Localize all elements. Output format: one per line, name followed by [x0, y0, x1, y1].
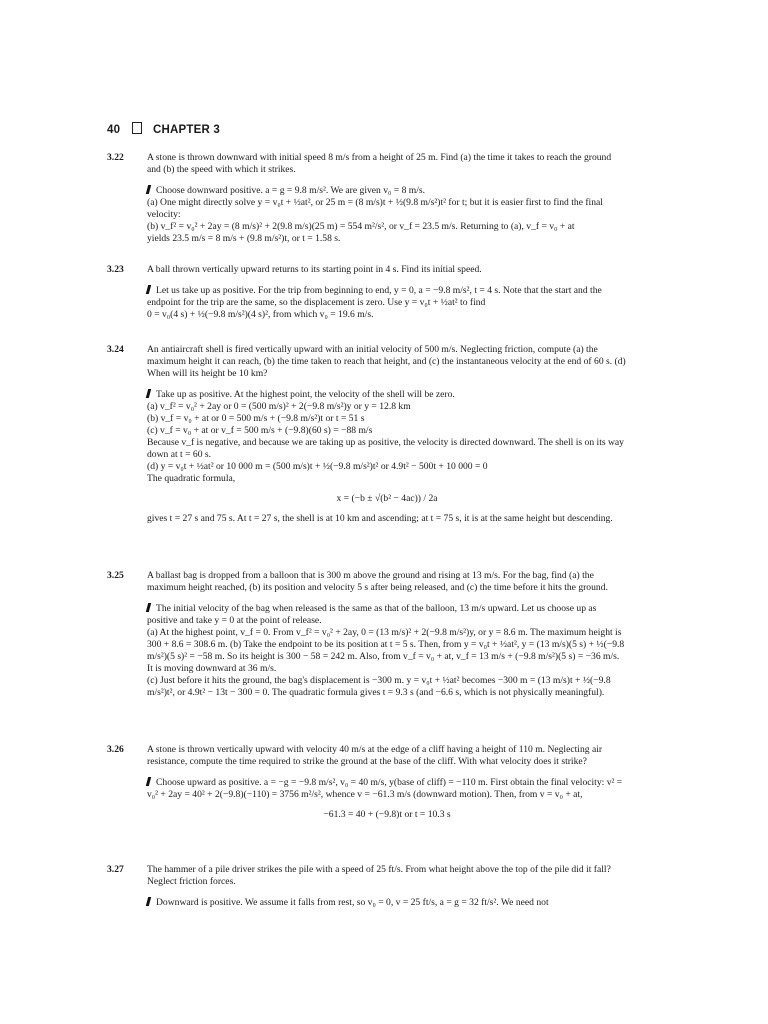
solution-line: (c) Just before it hits the ground, the bag's displacement is −300 m. y = v₀t + ½at² becomes −300 m = (13 m/s)t + ½(−9.8 m/s²)t², or 4.9t² − 13t − 300 = 0. The quadratic formula gives t = 9.3 s (and −6.6 s, which is not physically meaningful).: [147, 675, 611, 698]
solution-line: (b) v_f² = v₀² + 2ay = (8 m/s)² + 2(9.8 m/s)(25 m) = 554 m²/s², or v_f = 23.5 m/s. Returning to (a), v_f = v₀ + at: [147, 221, 575, 232]
problem-number: 3.24: [107, 344, 124, 355]
problem-number: 3.26: [107, 744, 124, 755]
problem-3-23: [107, 264, 627, 321]
problem-statement: An antiaircraft shell is fired vertically upward with an initial velocity of 500 m/s. Neglecting friction, compute (a) the maximum height it can reach, (b) the time taken to reach that height, and (c) the instantaneous velocity at the end of 60 s. (d) When will its height be 10 km?: [147, 344, 626, 379]
problem-3-27: [107, 864, 627, 909]
solution-line: (c) v_f = v₀ + at or v_f = 500 m/s + (−9.8)(60 s) = −88 m/s: [147, 425, 373, 436]
page-number: 40: [107, 124, 121, 136]
solution: [147, 389, 627, 525]
header-box-icon: [132, 122, 142, 134]
solution-line: (a) At the highest point, v_f = 0. From v_f² = v₀² + 2ay, 0 = (13 m/s)² + 2(−9.8 m/s²)y, or y = 8.6 m. The maximum height is 300 + 8.6 = 308.6 m. (b) Take the endpoint to be its position at t = 5 s. Then, from y = v₀t + ½at², y = (13 m/s)(5 s) + ½(−9.8 m/s²)(5 s)² = −58 m. So its height is 300 − 58 = 242 m. Also, from v_f = v₀ + at, v_f = 13 m/s + (−9.8 m/s²)(5 s) = −36 m/s. It is moving downward at 36 m/s.: [147, 627, 625, 674]
solution: [147, 185, 627, 245]
solution-line: (d) y = v₀t + ½at² or 10 000 m = (500 m/s)t + ½(−9.8 m/s²)t² or 4.9t² − 500t + 10 000 = 0: [147, 461, 488, 472]
solution-line: 0 = v₀(4 s) + ½(−9.8 m/s²)(4 s)², from which v₀ = 19.6 m/s.: [147, 309, 374, 320]
problem-statement: A stone is thrown vertically upward with velocity 40 m/s at the edge of a cliff having a height of 110 m. Neglecting air resistance, compute the time required to strike the ground at the base of the cliff. With what velocity does it strike?: [147, 744, 603, 767]
problem-number: 3.22: [107, 152, 124, 163]
problem-3-22: [107, 152, 627, 245]
problem-number: 3.23: [107, 264, 124, 275]
quadratic-formula: x = (−b ± √(b² − 4ac)) / 2a: [336, 493, 438, 504]
page-header: [107, 122, 220, 136]
solution: [147, 777, 627, 821]
solution-line: Take up as positive. At the highest point, the velocity of the shell will be zero.: [156, 389, 455, 400]
problem-3-26: [107, 744, 627, 821]
solution: [147, 285, 627, 321]
solution-line: yields 23.5 m/s = 8 m/s + (9.8 m/s²)t, or t = 1.58 s.: [147, 233, 341, 244]
solution-marker-icon: [146, 897, 151, 906]
solution-line: The initial velocity of the bag when released is the same as that of the balloon, 13 m/s upward. Let us choose up as positive and take y = 0 at the point of release.: [147, 603, 597, 626]
solution-line: Let us take up as positive. For the trip from beginning to end, y = 0, a = −9.8 m/s², t = 4 s. Note that the start and the endpoint for the trip are the same, so the displacement is zero. Use y = v₀t + ½at² to find: [147, 285, 602, 308]
solution-line: Choose downward positive. a = g = 9.8 m/s². We are given v₀ = 8 m/s.: [156, 185, 426, 196]
solution-line: gives t = 27 s and 75 s. At t = 27 s, the shell is at 10 km and ascending; at t = 75 s, it is at the same height but descending.: [147, 513, 613, 524]
solution-marker-icon: [146, 185, 151, 194]
solution: [147, 897, 627, 909]
problem-statement: A ball thrown vertically upward returns to its starting point in 4 s. Find its initial speed.: [147, 264, 482, 275]
solution-line: (b) v_f = v₀ + at or 0 = 500 m/s + (−9.8 m/s²)t or t = 51 s: [147, 413, 365, 424]
problem-3-25: [107, 570, 627, 699]
solution-line: The quadratic formula,: [147, 473, 236, 484]
problem-3-24: [107, 344, 627, 525]
solution-marker-icon: [146, 285, 151, 294]
solution-marker-icon: [146, 777, 151, 786]
problem-statement: A ballast bag is dropped from a balloon that is 300 m above the ground and rising at 13 m/s. For the bag, find (a) the maximum height reached, (b) its position and velocity 5 s after being released, and (c) the time before it hits the ground.: [147, 570, 608, 593]
solution-marker-icon: [146, 389, 151, 398]
chapter-title: CHAPTER 3: [153, 124, 220, 136]
problem-statement: The hammer of a pile driver strikes the pile with a speed of 25 ft/s. From what height above the top of the pile did it fall? Neglect friction forces.: [147, 864, 611, 887]
solution: [147, 603, 627, 699]
problem-number: 3.27: [107, 864, 124, 875]
solution-line: Choose upward as positive. a = −g = −9.8 m/s², v₀ = 40 m/s, y(base of cliff) = −110 m. First obtain the final velocity: v² = v₀² + 2ay = 40² + 2(−9.8)(−110) = 3756 m²/s², whence v = −61.3 m/s (downward motion). Then, from v = v₀ + at,: [147, 777, 623, 800]
problem-statement: A stone is thrown downward with initial speed 8 m/s from a height of 25 m. Find (a) the time it takes to reach the ground and (b) the speed with which it strikes.: [147, 152, 612, 175]
solution-line: Because v_f is negative, and because we are taking up as positive, the velocity is directed downward. The shell is on its way down at t = 60 s.: [147, 437, 624, 460]
solution-line: (a) One might directly solve y = v₀t + ½at², or 25 m = (8 m/s)t + ½(9.8 m/s²)t² for t; but it is easier first to find the final velocity:: [147, 197, 603, 220]
solution-line: (a) v_f² = v₀² + 2ay or 0 = (500 m/s)² + 2(−9.8 m/s²)y or y = 12.8 km: [147, 401, 411, 412]
solution-marker-icon: [146, 603, 151, 612]
problem-number: 3.25: [107, 570, 124, 581]
solution-line: −61.3 = 40 + (−9.8)t or t = 10.3 s: [323, 809, 451, 820]
solution-line: Downward is positive. We assume it falls from rest, so v₀ = 0, v = 25 ft/s, a = g = 32 ft/s². We need not: [156, 897, 549, 908]
